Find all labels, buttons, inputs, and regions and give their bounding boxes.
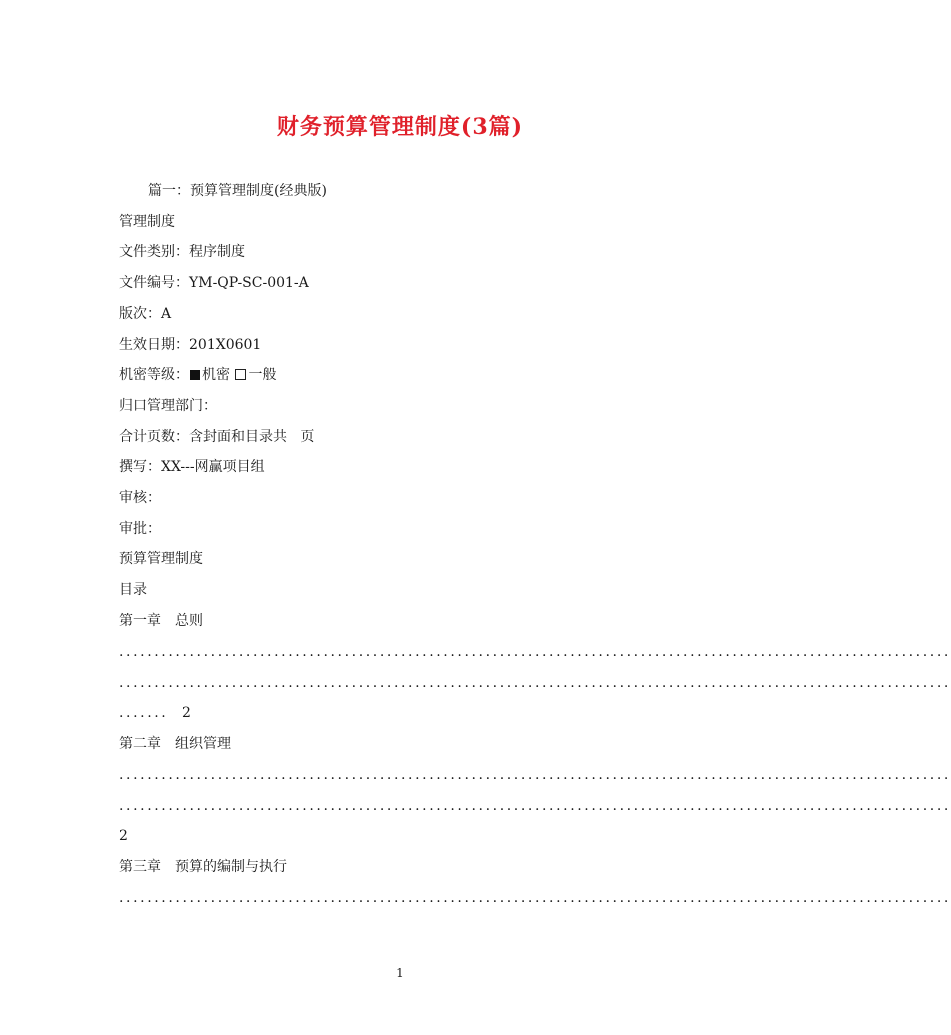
toc-dot-leader: ...................................................................................................................... [119, 644, 951, 660]
checked-box-icon [190, 370, 200, 380]
unchecked-box-icon [235, 369, 246, 380]
confidentiality-line [119, 365, 276, 385]
option-general: 一般 [248, 367, 277, 383]
toc-chapter: 第一章 总则 [119, 613, 203, 629]
toc-chapter: 第三章 预算的编制与执行 [119, 859, 287, 875]
toc-dot-leader: ...................................................................................................................... [119, 798, 951, 814]
text-line: 归口管理部门： [119, 398, 217, 414]
text-line: 预算管理制度 [119, 551, 203, 567]
text-line: 撰写：XX---网赢项目组 [119, 459, 265, 475]
toc-dot-leader: ...................................................................................................................... [119, 767, 951, 783]
toc-page-number: 2 [182, 705, 191, 721]
text-line: 版次：A [119, 306, 172, 322]
toc-dot-leader: ...................................................................................................................... [119, 890, 951, 906]
text-line: 审批： [119, 521, 161, 537]
text-line: 文件编号：YM-QP-SC-001-A [119, 275, 309, 291]
toc-page-number: 2 [119, 828, 128, 844]
document-title: 财务预算管理制度(3篇) [276, 114, 524, 140]
section-heading: 篇一：预算管理制度(经典版) [148, 183, 327, 199]
text-line: 文件类别：程序制度 [119, 244, 245, 260]
toc-heading: 目录 [119, 582, 147, 598]
text-line: 管理制度 [119, 214, 175, 230]
toc-chapter: 第二章 组织管理 [119, 736, 231, 752]
toc-dot-leader: ...................................................................................................................... [119, 675, 951, 691]
text-line: 生效日期：201X0601 [119, 337, 262, 353]
confidentiality-label: 机密等级： [119, 367, 189, 383]
text-line: 合计页数：含封面和目录共 页 [119, 429, 315, 445]
toc-dot-leader-end: ....... [119, 705, 169, 721]
option-secret: 机密 [202, 367, 230, 383]
page-number: 1 [396, 966, 404, 980]
text-line: 审核： [119, 490, 161, 506]
